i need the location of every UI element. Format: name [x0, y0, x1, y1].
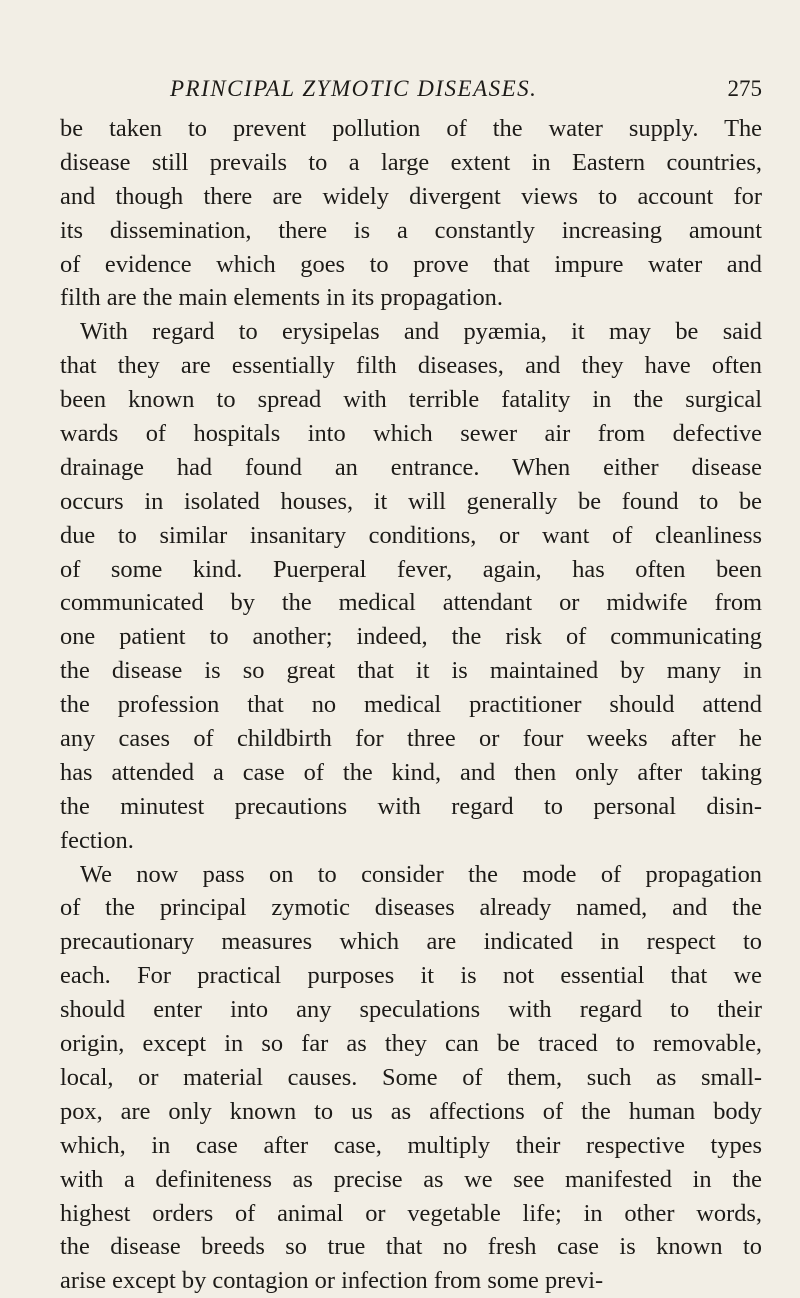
text-line: one patient to another; indeed, the risk of communicating	[60, 623, 762, 651]
text-line: the profession that no medical practitioner should attend	[60, 691, 762, 719]
text-line: of some kind. Puerperal fever, again, has often been	[60, 555, 762, 583]
running-head	[60, 76, 762, 112]
text-line: of evidence which goes to prove that impure water and	[60, 250, 762, 278]
text-line: the disease is so great that it is maintained by many in	[60, 657, 762, 685]
text-line: the minutest precautions with regard to personal disin-	[60, 792, 762, 820]
body-text	[60, 112, 762, 1298]
text-line: highest orders of animal or vegetable life; in other words,	[60, 1199, 762, 1227]
text-line: that they are essentially filth diseases, and they have often	[60, 352, 762, 380]
text-line: communicated by the medical attendant or midwife from	[60, 589, 762, 617]
text-line: occurs in isolated houses, it will generally be found to be	[60, 487, 762, 515]
page-number: 275	[727, 76, 762, 101]
text-line: disease still prevails to a large extent in Eastern countries,	[60, 148, 762, 176]
text-line: which, in case after case, multiply their respective types	[60, 1131, 762, 1159]
text-line: its dissemination, there is a constantly increasing amount	[60, 216, 762, 244]
text-line: been known to spread with terrible fatality in the surgical	[60, 386, 762, 414]
text-line: precautionary measures which are indicated in respect to	[60, 928, 762, 956]
text-line: With regard to erysipelas and pyæmia, it may be said	[80, 318, 762, 346]
text-line: with a definiteness as precise as we see manifested in the	[60, 1165, 762, 1193]
text-line: the disease breeds so true that no fresh case is known to	[60, 1233, 762, 1261]
text-line: due to similar insanitary conditions, or want of cleanliness	[60, 521, 762, 549]
running-title: PRINCIPAL ZYMOTIC DISEASES.	[170, 76, 538, 101]
text-line: local, or material causes. Some of them, such as small-	[60, 1063, 762, 1091]
text-line: be taken to prevent pollution of the water supply. The	[60, 115, 762, 142]
text-line: should enter into any speculations with regard to their	[60, 996, 762, 1024]
text-line: each. For practical purposes it is not essential that we	[60, 962, 762, 990]
text-line: of the principal zymotic diseases already named, and the	[60, 894, 762, 922]
text-line: and though there are widely divergent views to account for	[60, 182, 762, 210]
text-line: origin, except in so far as they can be traced to removable,	[60, 1030, 762, 1058]
text-line: any cases of childbirth for three or four weeks after he	[60, 725, 762, 753]
text-line: arise except by contagion or infection from some previ-	[60, 1267, 604, 1295]
text-line: We now pass on to consider the mode of propagation	[80, 860, 762, 888]
text-line: drainage had found an entrance. When either disease	[60, 453, 762, 481]
text-line: fection.	[60, 826, 134, 854]
text-line: pox, are only known to us as affections of the human body	[60, 1097, 762, 1125]
text-line: has attended a case of the kind, and then only after taking	[60, 758, 762, 786]
text-line: wards of hospitals into which sewer air from defective	[60, 420, 762, 448]
text-line: filth are the main elements in its propagation.	[60, 284, 503, 312]
